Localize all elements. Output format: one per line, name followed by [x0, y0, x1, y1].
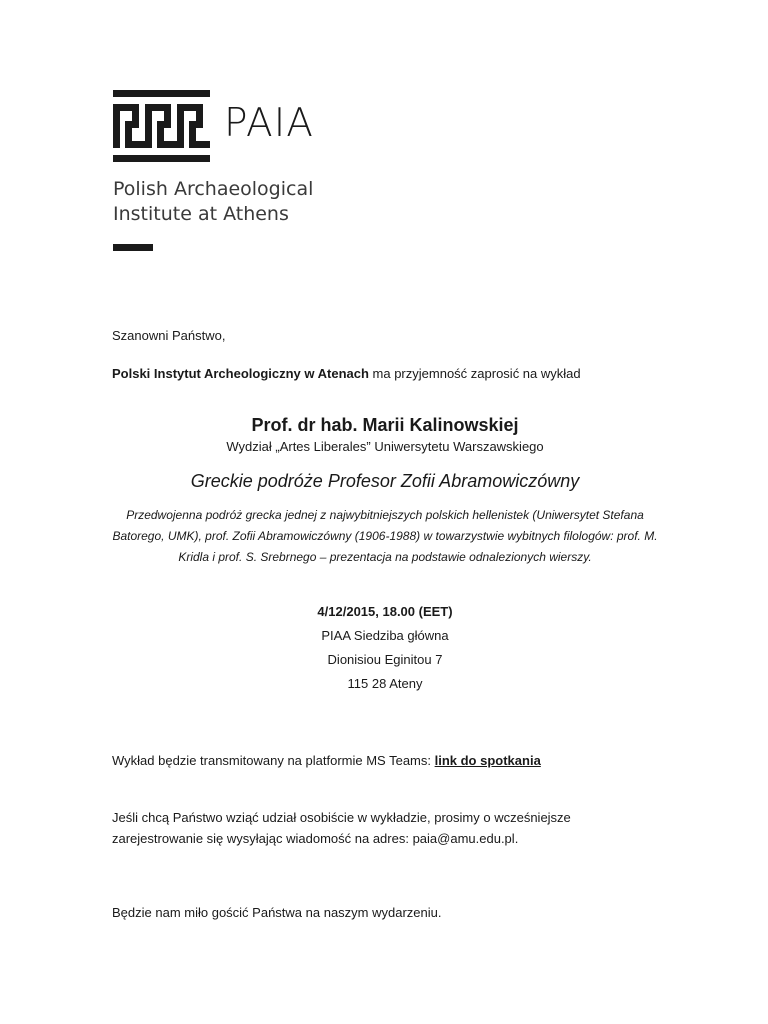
- lecturer-name: Prof. dr hab. Marii Kalinowskiej: [251, 415, 519, 435]
- registration-text: zarejestrowanie się wysyłając wiadomość na adres:: [112, 831, 413, 846]
- lecture-title: Greckie podróże Profesor Zofii Abramowiczówny: [190, 471, 580, 491]
- registration-line1: Jeśli chcą Państwo wziąć udział osobiście w wykładzie, prosimy o wcześniejsze: [112, 810, 571, 825]
- logo-subtitle: [113, 177, 313, 227]
- logo-wordmark: PAIA: [224, 101, 314, 146]
- stream-text: Wykład będzie transmitowany na platformie MS Teams:: [112, 753, 435, 768]
- registration-line2: [112, 828, 571, 849]
- registration-paragraph: [112, 807, 571, 849]
- closing: Będzie nam miło gościć Państwa na naszym wydarzeniu.: [112, 905, 442, 920]
- greek-key-meander-icon: [113, 90, 210, 162]
- event-details: [80, 600, 690, 696]
- institute-name: Polski Instytut Archeologiczny w Atenach: [112, 366, 369, 381]
- event-datetime: 4/12/2015, 18.00 (EET): [317, 604, 453, 619]
- logo-subtitle-line2: Institute at Athens: [113, 203, 289, 225]
- intro-paragraph: [112, 363, 581, 384]
- lecturer-affiliation: Wydział „Artes Liberales” Uniwersytetu Warszawskiego: [226, 439, 544, 454]
- email-link[interactable]: paia@amu.edu.pl: [412, 831, 515, 846]
- event-city: 115 28 Ateny: [347, 676, 423, 691]
- stream-paragraph: [112, 750, 541, 771]
- lecture-description: Przedwojenna podróż grecka jednej z najwybitniejszych polskich hellenistek (Uniwersytet Stefana Batorego, UMK), prof. Zofii Abramowiczówny (1906-1988) w towarzystwie wybitnych filologów: prof. M. Kridla i prof. S. Srebrnego – prezentacja na podstawie odnalezionych wierszy.: [112, 508, 658, 564]
- event-venue: PIAA Siedziba główna: [321, 628, 449, 643]
- meeting-link[interactable]: link do spotkania: [434, 753, 541, 768]
- logo-divider: [113, 244, 153, 251]
- greeting: Szanowni Państwo,: [112, 328, 226, 343]
- registration-period: .: [514, 831, 519, 846]
- logo-subtitle-line1: Polish Archaeological: [113, 178, 314, 200]
- event-street: Dionisiou Eginitou 7: [327, 652, 443, 667]
- intro-text: ma przyjemność zaprosić na wykład: [368, 366, 581, 381]
